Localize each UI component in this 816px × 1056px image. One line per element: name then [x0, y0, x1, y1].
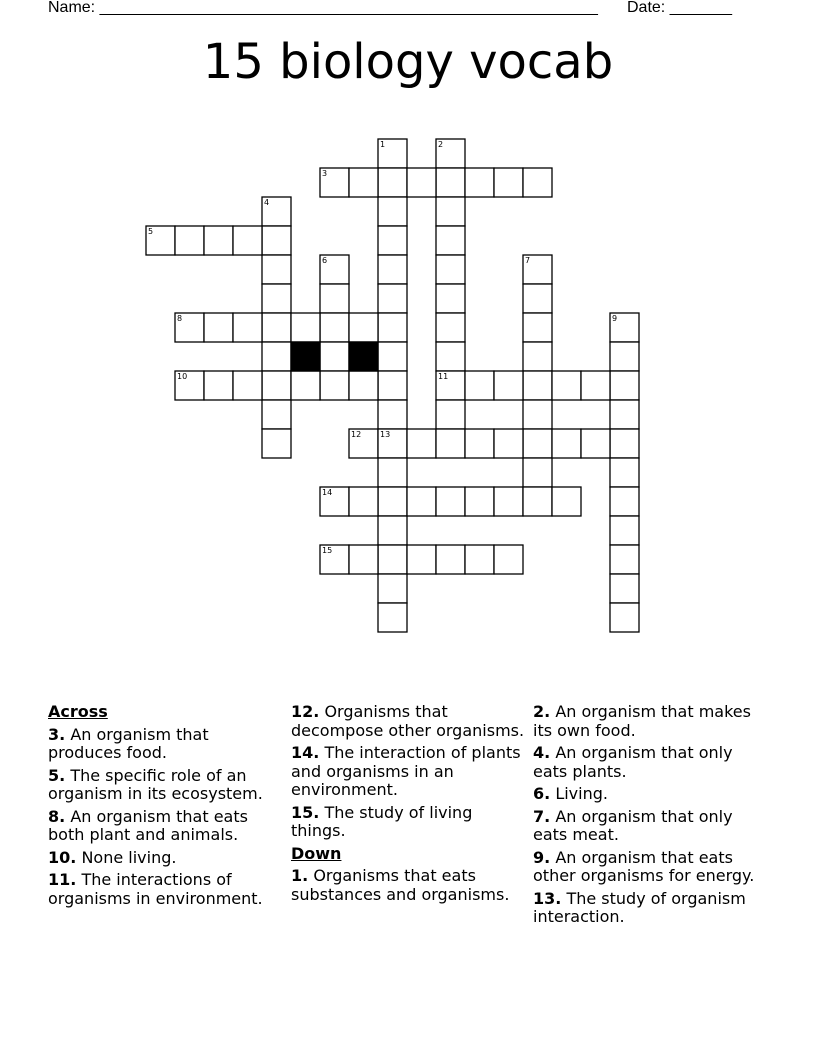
grid-cell[interactable]: [175, 226, 204, 255]
grid-cell[interactable]: [262, 284, 291, 313]
grid-cell[interactable]: [262, 226, 291, 255]
grid-cell[interactable]: [610, 545, 639, 574]
clue-number-10: 10: [177, 372, 188, 381]
grid-cell[interactable]: [523, 487, 552, 516]
clue-down-7: 7. An organism that only eats meat.: [533, 806, 733, 844]
clues-column-3: [533, 703, 768, 931]
clue-number-5: 5: [148, 227, 154, 236]
grid-cell[interactable]: [494, 371, 523, 400]
clue-across-11: 11. The interactions of organisms in environment.: [48, 870, 263, 908]
grid-cell[interactable]: [523, 429, 552, 458]
clue-across-8: 8. An organism that eats both plant and animals.: [48, 806, 248, 844]
clues-column-2: [291, 703, 526, 908]
grid-cell[interactable]: [378, 226, 407, 255]
grid-cell[interactable]: [436, 197, 465, 226]
grid-cell[interactable]: [378, 574, 407, 603]
clue-number-2: 2: [438, 140, 444, 149]
grid-cell[interactable]: [436, 255, 465, 284]
grid-cell[interactable]: [320, 284, 349, 313]
clue-down-13: 13. The study of organism interaction.: [533, 888, 746, 926]
grid-cell[interactable]: [262, 400, 291, 429]
grid-cell[interactable]: [610, 458, 639, 487]
clue-down-1: 1. Organisms that eats substances and organisms.: [291, 866, 510, 904]
grid-cell[interactable]: [378, 516, 407, 545]
clue-number-1: 1: [380, 140, 386, 149]
date-field-label: Date: _______: [627, 0, 732, 16]
grid-cell[interactable]: [378, 284, 407, 313]
grid-cell[interactable]: [610, 342, 639, 371]
grid-cell[interactable]: [233, 226, 262, 255]
grid-block: [349, 342, 378, 371]
grid-cell[interactable]: [465, 545, 494, 574]
grid-cell[interactable]: [523, 400, 552, 429]
grid-cell[interactable]: [581, 429, 610, 458]
grid-cell[interactable]: [610, 371, 639, 400]
grid-cell[interactable]: [262, 342, 291, 371]
grid-cell[interactable]: [262, 313, 291, 342]
grid-cell[interactable]: [233, 371, 262, 400]
grid-cell[interactable]: [349, 545, 378, 574]
grid-cell[interactable]: [378, 197, 407, 226]
grid-cell[interactable]: [436, 284, 465, 313]
grid-cell[interactable]: [407, 545, 436, 574]
grid-cell[interactable]: [523, 342, 552, 371]
name-field-label: Name: ________________________________________________________: [48, 0, 598, 16]
grid-cell[interactable]: [349, 371, 378, 400]
grid-cell[interactable]: [523, 458, 552, 487]
grid-cell[interactable]: [204, 313, 233, 342]
grid-cell[interactable]: [552, 371, 581, 400]
grid-cell[interactable]: [378, 545, 407, 574]
clue-number-3: 3: [322, 169, 328, 178]
clue-across-3: 3. An organism that produces food.: [48, 724, 209, 762]
clue-across-10: 10. None living.: [48, 847, 177, 867]
grid-cell[interactable]: [291, 313, 320, 342]
grid-cell[interactable]: [407, 168, 436, 197]
grid-cell[interactable]: [378, 458, 407, 487]
grid-cell[interactable]: [610, 574, 639, 603]
grid-cell[interactable]: [436, 342, 465, 371]
grid-cell[interactable]: [610, 603, 639, 632]
grid-cell[interactable]: [262, 255, 291, 284]
clue-number-9: 9: [612, 314, 618, 323]
grid-cell[interactable]: [523, 371, 552, 400]
clue-number-14: 14: [322, 488, 333, 497]
grid-cell[interactable]: [494, 545, 523, 574]
grid-cell[interactable]: [610, 487, 639, 516]
clue-down-9: 9. An organism that eats other organisms for energy.: [533, 847, 755, 885]
grid-cell[interactable]: [436, 313, 465, 342]
clue-across-15: 15. The study of living things.: [291, 802, 473, 840]
clue-number-13: 13: [380, 430, 391, 439]
clue-number-15: 15: [322, 546, 333, 555]
grid-cell[interactable]: [378, 487, 407, 516]
grid-cell[interactable]: [494, 429, 523, 458]
grid-cell[interactable]: [320, 342, 349, 371]
grid-cell[interactable]: [291, 371, 320, 400]
grid-cell[interactable]: [407, 487, 436, 516]
grid-cell[interactable]: [204, 226, 233, 255]
grid-cell[interactable]: [378, 255, 407, 284]
grid-cell[interactable]: [523, 313, 552, 342]
clues-column-1: [48, 703, 283, 912]
grid-cell[interactable]: [610, 429, 639, 458]
page-title: 15 biology vocab: [202, 34, 614, 90]
clue-number-6: 6: [322, 256, 328, 265]
grid-cell[interactable]: [523, 168, 552, 197]
grid-cell[interactable]: [378, 313, 407, 342]
grid-cell[interactable]: [465, 371, 494, 400]
grid-cell[interactable]: [378, 603, 407, 632]
grid-cell[interactable]: [494, 487, 523, 516]
grid-block: [291, 342, 320, 371]
grid-cell[interactable]: [552, 487, 581, 516]
clue-number-12: 12: [351, 430, 362, 439]
clue-number-8: 8: [177, 314, 183, 323]
clue-across-12: 12. Organisms that decompose other organisms.: [291, 702, 525, 740]
grid-cell[interactable]: [349, 313, 378, 342]
grid-cell[interactable]: [349, 168, 378, 197]
grid-cell[interactable]: [407, 429, 436, 458]
clue-number-11: 11: [438, 372, 449, 381]
grid-cell[interactable]: [552, 429, 581, 458]
clue-across-14: 14. The interaction of plants and organisms in an environment.: [291, 743, 521, 799]
grid-cell[interactable]: [233, 313, 262, 342]
clue-number-4: 4: [264, 198, 270, 207]
grid-cell[interactable]: [378, 400, 407, 429]
grid-cell[interactable]: [523, 284, 552, 313]
grid-cell[interactable]: [465, 168, 494, 197]
grid-cell[interactable]: [378, 342, 407, 371]
across-heading: Across: [48, 702, 108, 721]
grid-cell[interactable]: [262, 371, 291, 400]
grid-cell[interactable]: [610, 400, 639, 429]
grid-cell[interactable]: [436, 400, 465, 429]
grid-cell[interactable]: [494, 168, 523, 197]
grid-cell[interactable]: [436, 429, 465, 458]
grid-cell[interactable]: [262, 429, 291, 458]
down-heading: Down: [291, 843, 342, 863]
grid-cell[interactable]: [349, 487, 378, 516]
clue-down-6: 6. Living.: [533, 784, 608, 803]
grid-cell[interactable]: [610, 516, 639, 545]
grid-cell[interactable]: [378, 371, 407, 400]
grid-cell[interactable]: [436, 487, 465, 516]
grid-cell[interactable]: [581, 371, 610, 400]
clue-number-7: 7: [525, 256, 531, 265]
grid-cell[interactable]: [436, 226, 465, 255]
clue-down-4: 4. An organism that only eats plants.: [533, 743, 733, 781]
grid-cell[interactable]: [436, 545, 465, 574]
grid-cell[interactable]: [465, 429, 494, 458]
clue-down-2: 2. An organism that makes its own food.: [533, 702, 751, 740]
grid-cell[interactable]: [465, 487, 494, 516]
grid-cell[interactable]: [204, 371, 233, 400]
grid-cell[interactable]: [378, 168, 407, 197]
grid-cell[interactable]: [320, 371, 349, 400]
grid-cell[interactable]: [320, 313, 349, 342]
clue-across-5: 5. The specific role of an organism in its ecosystem.: [48, 765, 263, 803]
grid-cell[interactable]: [436, 168, 465, 197]
